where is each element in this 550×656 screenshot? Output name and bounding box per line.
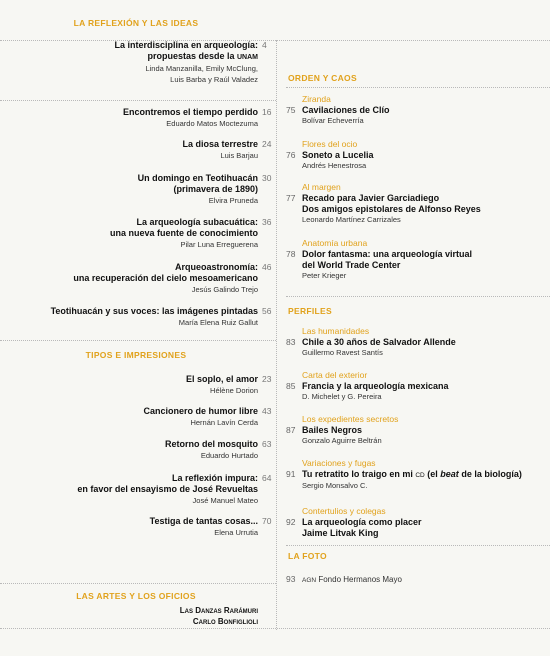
entry-title: Chile a 30 años de Salvador Allende <box>302 337 456 347</box>
entry-title <box>302 469 550 481</box>
entry-title: Un domingo en Teotihuacán <box>137 173 258 183</box>
entry-author: Pilar Luna Erreguerena <box>180 240 258 249</box>
toc-entry[interactable] <box>0 40 290 85</box>
entry-title-acronym: CD <box>415 472 425 479</box>
toc-entry[interactable] <box>286 574 550 586</box>
page-number: 75 <box>286 105 296 115</box>
column-name: Al margen <box>302 182 341 192</box>
entry-title: La reflexión impura: <box>171 473 258 483</box>
entry-title: Dolor fantasma: una arqueología virtual <box>302 249 473 259</box>
column-name: Las humanidades <box>302 326 370 336</box>
entry-title: Testiga de tantas cosas... <box>149 516 258 526</box>
entry-title-part: (el <box>427 469 438 479</box>
page-number: 92 <box>286 517 296 527</box>
entry-title: Recado para Javier Garciadiego <box>302 193 440 203</box>
column-name: Variaciones y fugas <box>302 458 376 468</box>
toc-entry[interactable] <box>286 238 550 281</box>
column-name: Ziranda <box>302 94 331 104</box>
entry-title: La arqueología subacuática: <box>136 217 258 227</box>
entry-title-acronym: AGN <box>302 577 317 584</box>
page-number: 24 <box>262 139 272 149</box>
toc-entry[interactable] <box>286 139 550 171</box>
toc-entry[interactable] <box>0 217 290 250</box>
page-number: 36 <box>262 217 272 227</box>
entry-author: Leonardo Martínez Carrizales <box>302 215 401 224</box>
page-number: 56 <box>262 306 272 316</box>
entry-author: Bolívar Echeverría <box>302 116 364 125</box>
toc-entry[interactable] <box>0 439 290 461</box>
toc-entry[interactable] <box>286 506 550 539</box>
entry-title: La diosa terrestre <box>182 139 258 149</box>
page-number: 16 <box>262 107 272 117</box>
entry-title: El soplo, el amor <box>185 374 258 384</box>
entry-title-part: propuestas desde la <box>147 51 235 61</box>
divider <box>286 87 550 88</box>
bottom-divider <box>0 628 550 629</box>
divider <box>286 545 550 546</box>
page-number: 85 <box>286 381 296 391</box>
entry-title: del World Trade Center <box>302 260 401 270</box>
page-number: 63 <box>262 439 272 449</box>
toc-entry[interactable] <box>286 182 550 225</box>
page-number: 87 <box>286 425 296 435</box>
entry-author: Eduardo Matos Moctezuma <box>166 119 258 128</box>
toc-entry[interactable] <box>0 605 290 627</box>
section-heading-artes: LAS ARTES Y LOS OFICIOS <box>76 591 196 601</box>
entry-title: Cancionero de humor libre <box>143 406 258 416</box>
toc-entry[interactable] <box>0 473 290 506</box>
entry-author: Hélène Dorion <box>210 386 258 395</box>
entry-title: Teotihuacán y sus voces: las imágenes pintadas <box>50 306 258 316</box>
entry-author: José Manuel Mateo <box>192 496 258 505</box>
entry-title <box>0 51 258 63</box>
entry-title: Soneto a Lucelia <box>302 150 374 160</box>
divider <box>0 100 276 101</box>
page-number: 76 <box>286 150 296 160</box>
entry-title: Cavilaciones de Clío <box>302 105 390 115</box>
entry-title <box>302 574 550 586</box>
section-heading-perfiles: PERFILES <box>288 306 332 316</box>
entry-author: Gonzalo Aguirre Beltrán <box>302 436 382 445</box>
entry-title: Retorno del mosquito <box>165 439 258 449</box>
entry-author: Carlo Bonfiglioli <box>192 617 258 626</box>
column-name: Flores del ocio <box>302 139 358 149</box>
page-number: 23 <box>262 374 272 384</box>
page-number: 93 <box>286 574 296 584</box>
entry-author: Guillermo Ravest Santís <box>302 348 383 357</box>
toc-entry[interactable] <box>0 406 290 428</box>
page-number: 46 <box>262 262 272 272</box>
column-name: Los expedientes secretos <box>302 414 399 424</box>
entry-title-part: Fondo Hermanos Mayo <box>318 575 402 584</box>
page-number: 4 <box>262 40 267 50</box>
column-name: Contertulios y colegas <box>302 506 386 516</box>
toc-entry[interactable] <box>286 326 550 358</box>
entry-title: (primavera de 1890) <box>173 184 258 194</box>
page-number: 43 <box>262 406 272 416</box>
entry-author: Hernán Lavín Cerda <box>190 418 258 427</box>
page-number: 77 <box>286 193 296 203</box>
toc-entry[interactable] <box>0 139 290 161</box>
entry-title: en favor del ensayismo de José Revueltas <box>77 484 258 494</box>
entry-title: una recuperación del cielo mesoamericano <box>73 273 258 283</box>
entry-title: La arqueología como placer <box>302 517 422 527</box>
entry-author: Jesús Galindo Trejo <box>191 285 258 294</box>
entry-author: Luis Barjau <box>220 151 258 160</box>
entry-title: Jaime Litvak King <box>302 528 379 538</box>
entry-author: Andrés Henestrosa <box>302 161 367 170</box>
entry-title-part: de la biología) <box>461 469 522 479</box>
entry-author: Peter Krieger <box>302 271 347 280</box>
entry-title: La interdisciplina en arqueología: <box>114 40 258 50</box>
toc-entry[interactable] <box>0 262 290 295</box>
entry-author: Luis Barba y Raúl Valadez <box>170 75 258 84</box>
page-number: 64 <box>262 473 272 483</box>
divider <box>0 340 276 341</box>
page-number: 78 <box>286 249 296 259</box>
entry-author: Sergio Monsalvo C. <box>302 481 368 490</box>
entry-title: Bailes Negros <box>302 425 363 435</box>
section-heading-reflexion: LA REFLEXIÓN Y LAS IDEAS <box>73 18 199 28</box>
toc-entry[interactable] <box>0 107 290 129</box>
entry-title-italic: beat <box>440 469 459 479</box>
entry-title-part: Tu retratito lo traigo en mi <box>302 469 413 479</box>
toc-entry[interactable] <box>286 94 550 126</box>
page-number: 70 <box>262 516 272 526</box>
entry-author: Elena Urrutia <box>214 528 258 537</box>
section-heading-tipos: TIPOS E IMPRESIONES <box>85 350 187 360</box>
entry-title: Las Danzas Rarámuri <box>179 606 258 615</box>
toc-entry[interactable] <box>0 306 290 328</box>
toc-entry[interactable] <box>286 414 550 446</box>
entry-title: Encontremos el tiempo perdido <box>122 107 258 117</box>
column-name: Anatomía urbana <box>302 238 368 248</box>
entry-author: D. Michelet y G. Pereira <box>302 392 382 401</box>
toc-entry[interactable] <box>0 374 290 396</box>
section-heading-orden: ORDEN Y CAOS <box>288 73 357 83</box>
entry-title: Francia y la arqueología mexicana <box>302 381 449 391</box>
divider <box>0 583 276 584</box>
divider <box>286 296 550 297</box>
toc-entry[interactable] <box>0 516 290 538</box>
entry-author: Linda Manzanilla, Emily McClung, <box>145 64 258 73</box>
entry-title: una nueva fuente de conocimiento <box>109 228 258 238</box>
toc-entry[interactable] <box>286 370 550 402</box>
toc-entry[interactable] <box>0 173 290 206</box>
entry-author: Eduardo Hurtado <box>200 451 258 460</box>
entry-title-acronym: UNAM <box>237 54 258 61</box>
entry-title: Arqueoastronomía: <box>174 262 258 272</box>
page-number: 30 <box>262 173 272 183</box>
section-heading-foto: LA FOTO <box>288 551 327 561</box>
page-number: 91 <box>286 469 296 479</box>
page-number: 83 <box>286 337 296 347</box>
column-name: Carta del exterior <box>302 370 368 380</box>
entry-title: Dos amigos epistolares de Alfonso Reyes <box>302 204 481 214</box>
toc-entry[interactable] <box>286 458 550 491</box>
entry-author: María Elena Ruiz Gallut <box>178 318 258 327</box>
entry-author: Elvira Pruneda <box>208 196 258 205</box>
